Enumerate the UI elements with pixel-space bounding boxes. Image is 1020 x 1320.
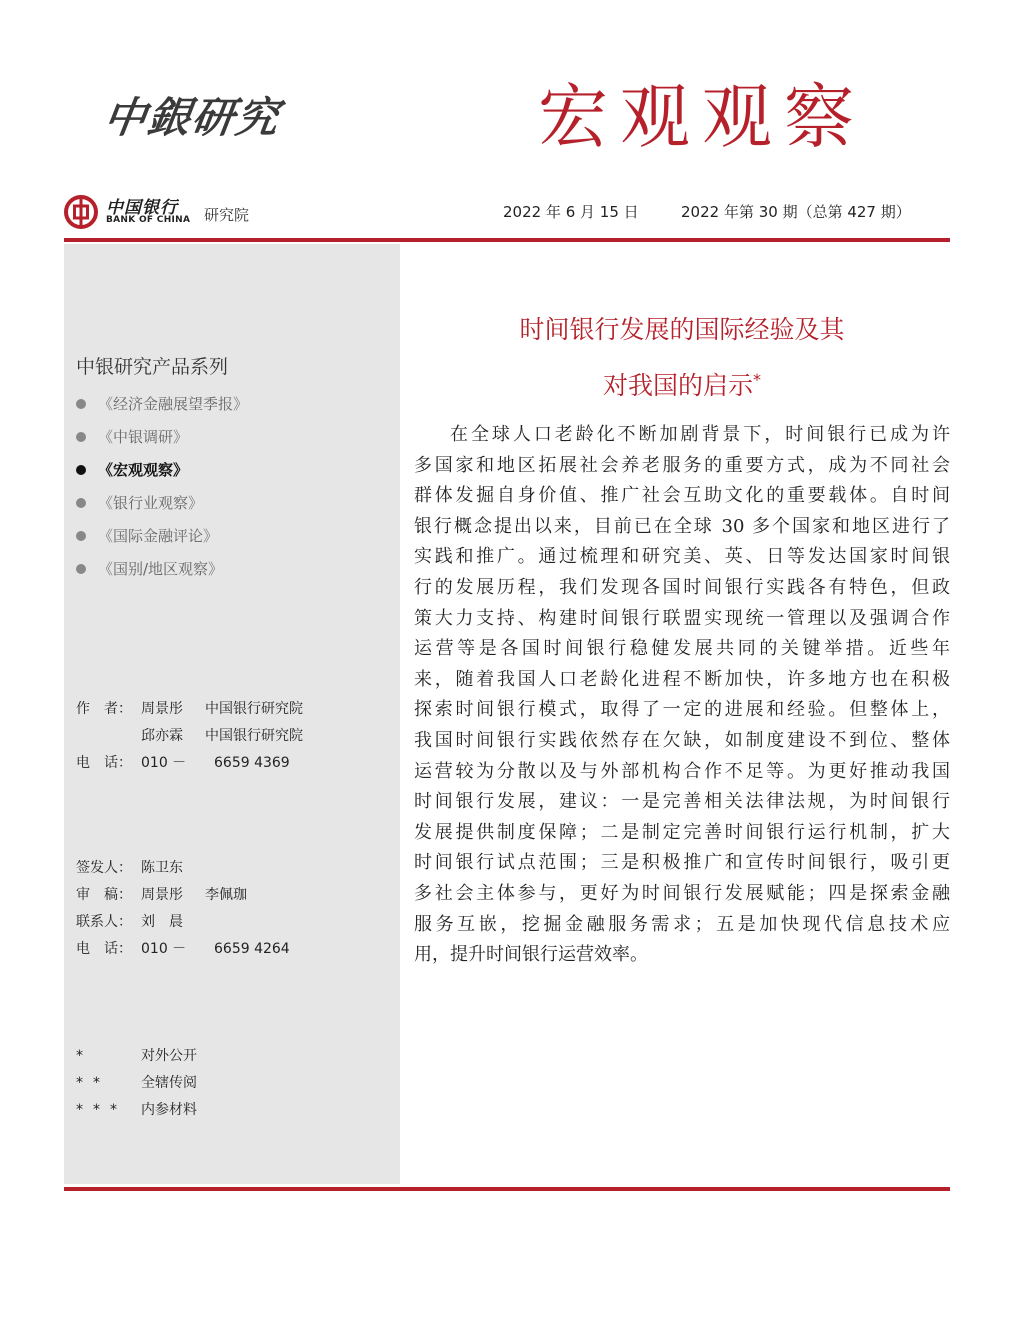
series-item-label: 《经济金融展望季报》 [98,395,249,413]
phone-prefix: 010 － [141,941,187,957]
article-title-line [414,358,950,414]
abstract-line: 行的发展历程，我们发现各国时间银行实践各有特色，但政 [414,576,950,598]
legend-mark: * [76,1048,93,1064]
bank-of-china-emblem-icon [64,195,98,229]
abstract-line: 在全球人口老龄化不断加剧背景下，时间银行已成为许 [450,424,950,445]
article-abstract [414,420,950,971]
brand-calligraphy-logo: 中銀研究 [100,93,284,142]
institute-label: 研究院 [204,206,250,224]
abstract-line: 时间银行试点范围；三是积极推广和宣传时间银行，吸引更 [414,852,950,874]
abstract-line: 发展提供制度保障；二是制定完善时间银行运行机制，扩大 [414,821,950,843]
sidebar [64,244,400,1184]
abstract-line: 群体发掘自身价值、推广社会互助文化的重要载体。自时间 [414,485,950,507]
issuer-label: 签发人： [76,860,132,876]
series-item-label: 《国别/地区观察》 [98,560,224,578]
masthead-title: 宏观观察 [538,76,866,158]
series-list [74,394,248,592]
footer-divider [64,1187,950,1191]
legend-mark: ** [76,1075,110,1091]
abstract-line: 银行概念提出以来，目前已在全球 30 多个国家和地区进行了 [414,515,950,537]
series-item [74,559,248,592]
bullet-icon [76,465,86,475]
legend-text: 内参材料 [141,1102,197,1118]
abstract-line: 运营等是各国时间银行稳健发展共同的关键举措。近些年 [414,638,950,660]
author-org: 中国银行研究院 [205,701,303,717]
phone-prefix: 010 － [141,755,187,771]
series-item [74,526,248,559]
contact-label: 联系人： [76,914,132,930]
reviewer-name: 李佩珈 [205,887,247,903]
series-item-label: 《宏观观察》 [98,461,189,479]
abstract-line: 运营较为分散以及与外部机构合作不足等。为更好推动我国 [414,760,950,782]
phone-number: 6659 4369 [214,755,290,771]
series-item-active [74,460,248,493]
series-heading: 中银研究产品系列 [76,356,229,378]
author-org: 中国银行研究院 [205,728,303,744]
phone-label: 电 话： [76,941,132,957]
legend-text: 全辖传阅 [141,1075,197,1091]
phone-label: 电 话： [76,755,132,771]
legend-mark: *** [76,1102,127,1118]
legend-text: 对外公开 [141,1048,197,1064]
series-item [74,493,248,526]
issuer-name: 陈卫东 [141,860,183,876]
article-title-footnote-mark: * [753,370,761,389]
contact-name: 刘 晨 [141,914,183,930]
issue-number: 2022 年第 30 期（总第 427 期） [681,203,911,221]
series-item [74,427,248,460]
bullet-icon [76,432,86,442]
article-title-line: 时间银行发展的国际经验及其 [519,315,845,344]
bullet-icon [76,399,86,409]
bank-of-china-logo [64,193,194,233]
reviewer-label: 审 稿： [76,887,132,903]
abstract-line: 实践和推广。通过梳理和研究美、英、日等发达国家时间银 [414,546,950,568]
bullet-icon [76,498,86,508]
bank-of-china-english-name: BANK OF CHINA [106,215,191,225]
phone-number: 6659 4264 [214,941,290,957]
abstract-line: 策大力支持、构建时间银行联盟实现统一管理以及强调合作 [414,607,950,629]
article-title-text: 对我国的启示 [602,371,753,400]
bank-of-china-chinese-name: 中国银行 [106,198,178,218]
abstract-line: 我国时间银行实践依然存在欠缺，如制度建设不到位、整体 [414,729,950,751]
series-item [74,394,248,427]
author-label: 作 者： [76,701,132,717]
bullet-icon [76,531,86,541]
abstract-line: 来，随着我国人口老龄化进程不断加快，许多地方也在积极 [414,668,950,690]
reviewer-name: 周景彤 [141,887,183,903]
abstract-line: 多国家和地区拓展社会养老服务的重要方式，成为不同社会 [414,454,950,476]
issue-date: 2022 年 6 月 15 日 [503,203,639,221]
abstract-line: 用，提升时间银行运营效率。 [414,944,648,966]
author-name: 周景彤 [141,701,183,717]
abstract-line: 探索时间银行模式，取得了一定的进展和经验。但整体上， [414,699,950,721]
bullet-icon [76,564,86,574]
abstract-line: 时间银行发展，建议：一是完善相关法律法规，为时间银行 [414,791,950,813]
abstract-line: 多社会主体参与，更好为时间银行发展赋能；四是探索金融 [414,882,950,904]
series-item-label: 《中银调研》 [98,428,189,446]
series-item-label: 《国际金融评论》 [98,527,219,545]
author-name: 邱亦霖 [141,728,183,744]
abstract-line: 服务互嵌，挖掘金融服务需求；五是加快现代信息技术应 [414,913,950,935]
series-item-label: 《银行业观察》 [98,494,204,512]
header-divider [64,238,950,242]
article-title [414,302,950,414]
